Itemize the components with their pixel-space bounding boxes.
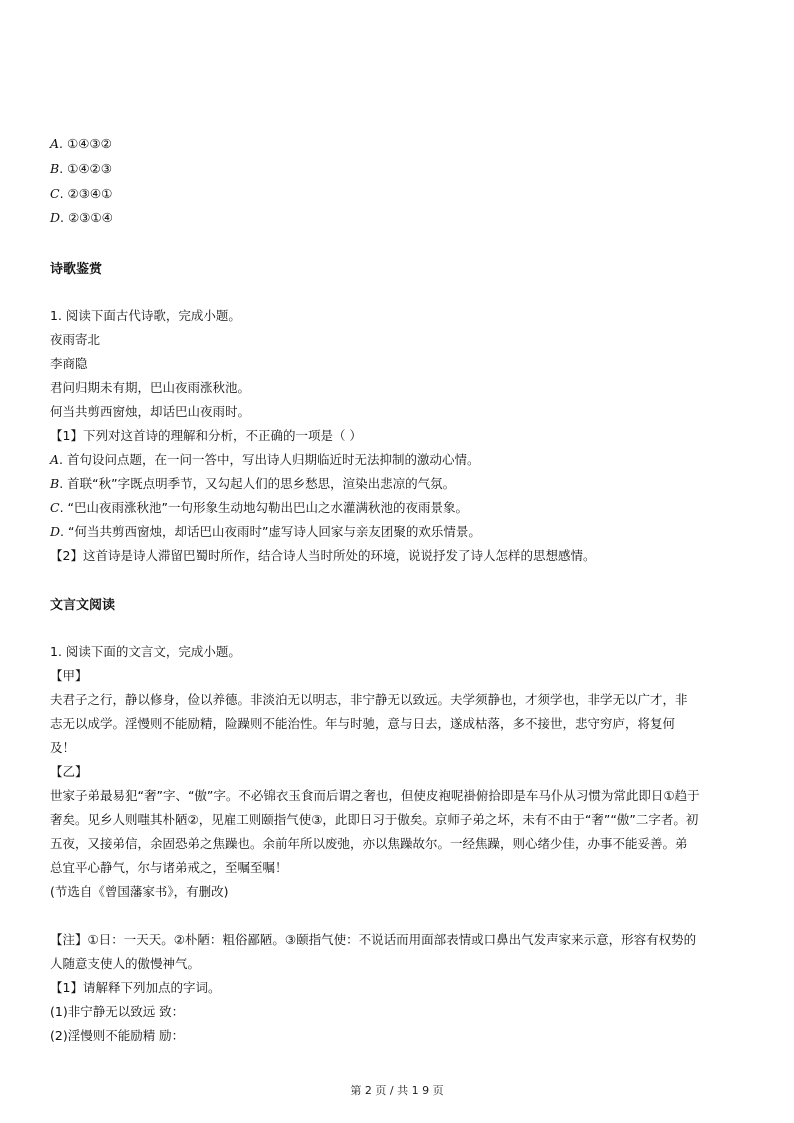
option-text: . ②③④① bbox=[59, 186, 113, 201]
passage-line: 及！ bbox=[50, 740, 76, 755]
passage-label-jia: 【甲】 bbox=[50, 668, 88, 683]
option-letter: C bbox=[50, 186, 60, 201]
note-line: 人随意支使人的傲慢神气。 bbox=[50, 956, 201, 971]
option-text: . “巴山夜雨涨秋池”一句形象生动地勾勒出巴山之水灌满秋池的夜雨景象。 bbox=[59, 500, 468, 515]
option-text: . “何当共剪西窗烛，却话巴山夜雨时”虚写诗人回家与亲友团聚的欢乐情景。 bbox=[60, 524, 481, 539]
poem-line: 君问归期未有期，巴山夜雨涨秋池。 bbox=[50, 380, 251, 395]
choice-d bbox=[50, 524, 481, 540]
option-letter: D bbox=[50, 210, 61, 225]
option-text: . ①④②③ bbox=[59, 161, 112, 176]
passage-line: 志无以成学。淫慢则不能励精，险躁则不能治性。年与时驰，意与日去，遂成枯落，多不接世，悲守穷庐，将复何 bbox=[50, 716, 676, 731]
option-letter: C bbox=[50, 500, 60, 515]
question-intro: 1. 阅读下面古代诗歌，完成小题。 bbox=[50, 308, 241, 323]
sub-question: 【2】这首诗是诗人滞留巴蜀时所作，结合诗人当时所处的环境，说说抒发了诗人怎样的思想感情。 bbox=[50, 548, 596, 563]
page-footer: 第 2 页 / 共 1 9 页 bbox=[350, 1084, 444, 1097]
sub-question: 【1】下列对这首诗的理解和分析，不正确的一项是（ ） bbox=[50, 428, 362, 443]
passage-line: 夫君子之行，静以修身，俭以养德。非淡泊无以明志，非宁静无以致远。夫学须静也，才须学也，非学无以广才，非 bbox=[50, 692, 688, 707]
choice-a bbox=[50, 452, 479, 468]
passage-line: 奢矣。见乡人则嗤其朴陋②，见雇工则颐指气使③，此即日习于傲矣。京师子弟之坏，未有不由于“奢”“傲”二字者。初 bbox=[50, 812, 699, 827]
option-letter: B bbox=[50, 161, 60, 176]
section-heading-poetry: 诗歌鉴赏 bbox=[50, 262, 103, 277]
option-letter: A bbox=[50, 136, 60, 151]
choice-b bbox=[50, 476, 455, 492]
option-text: . 首联“秋”字既点明季节，又勾起人们的思乡愁思，渲染出悲凉的气氛。 bbox=[59, 476, 456, 491]
option-d bbox=[50, 210, 113, 226]
passage-source: (节选自《曾国藩家书》，有删改) bbox=[50, 884, 229, 899]
option-a bbox=[50, 136, 112, 152]
sub-question: 【1】请解释下列加点的字词。 bbox=[50, 980, 221, 995]
option-c bbox=[50, 186, 112, 202]
option-letter: B bbox=[50, 476, 60, 491]
option-text: . ①④③② bbox=[59, 136, 112, 151]
option-text: . ②③①④ bbox=[60, 210, 113, 225]
passage-line: 世家子弟最易犯“奢”字、“傲”字。不必锦衣玉食而后谓之奢也，但使皮袍呢褂俯拾即是车马仆从习惯为常此即日①趋于 bbox=[50, 788, 700, 803]
poem-author: 李商隐 bbox=[50, 356, 88, 371]
word-item: (2)淫慢则不能励精 励： bbox=[50, 1028, 185, 1043]
word-item: (1)非宁静无以致远 致： bbox=[50, 1004, 185, 1019]
choice-c bbox=[50, 500, 468, 516]
option-letter: A bbox=[50, 452, 60, 467]
passage-label-yi: 【乙】 bbox=[50, 764, 88, 779]
question-intro: 1. 阅读下面的文言文，完成小题。 bbox=[50, 644, 241, 659]
note-line: 【注】①日：一天天。②朴陋：粗俗鄙陋。③颐指气使：不说话而用面部表情或口鼻出气发声家来示意，形容有权势的 bbox=[50, 932, 697, 947]
passage-line: 总宜平心静气，尔与诸弟戒之，至嘱至嘱！ bbox=[50, 860, 288, 875]
option-b bbox=[50, 161, 112, 177]
passage-line: 五夜，又接弟信，余固恐弟之焦躁也。余前年所以废弛，亦以焦躁故尔。一经焦躁，则心绪少佳，办事不能妥善。弟 bbox=[50, 836, 688, 851]
poem-line: 何当共剪西窗烛，却话巴山夜雨时。 bbox=[50, 404, 251, 419]
section-heading-classical: 文言文阅读 bbox=[50, 598, 116, 613]
option-text: . 首句设问点题，在一问一答中，写出诗人归期临近时无法抑制的激动心情。 bbox=[59, 452, 480, 467]
option-letter: D bbox=[50, 524, 61, 539]
poem-title: 夜雨寄北 bbox=[50, 332, 101, 347]
